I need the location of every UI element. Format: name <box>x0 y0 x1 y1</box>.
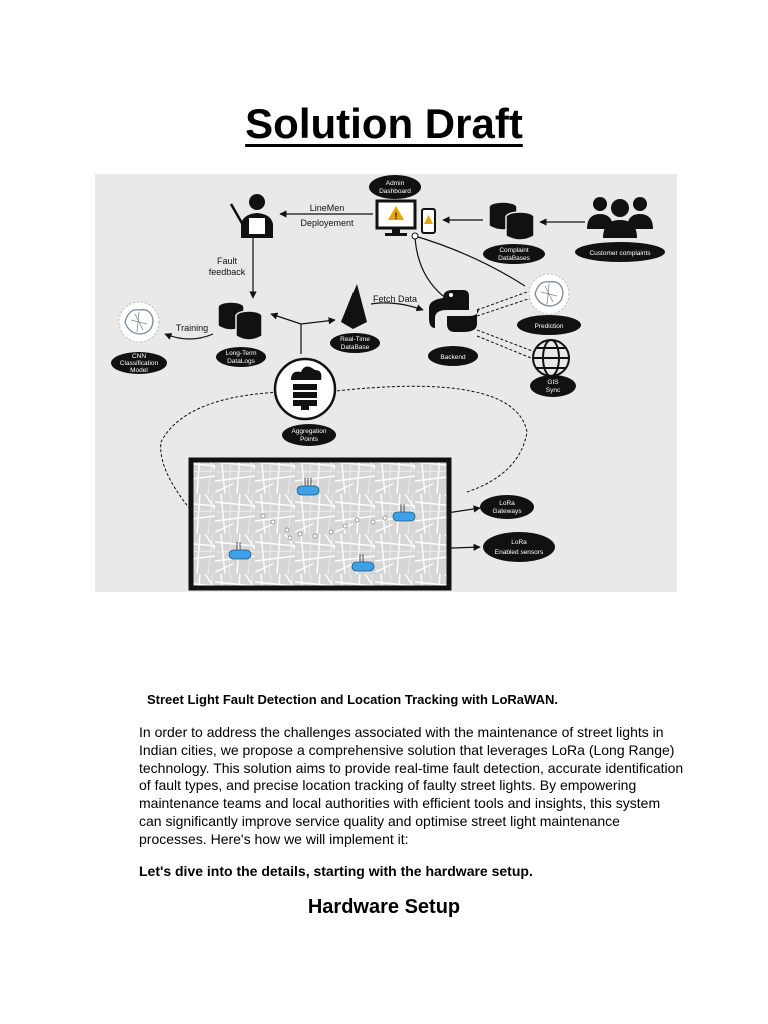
aggregation-label-2: Points <box>299 436 319 443</box>
intro-paragraph: In order to address the challenges associated with the maintenance of street lights in Indian cities, we propose a comprehensive solution that leverages LoRa (Long Range) technology. This solution aims to provide real-time fault detection, accurate identification of fault types, and precise location tracking of faulty street lights. By empowering maintenance teams and local authorities with efficient tools and insights, this system can significantly improve service quality and optimise street light maintenance processes. Here's how we will implement it: <box>139 724 684 847</box>
linemen-label-2: Deployement <box>300 218 354 228</box>
lora-gw-label-2: Gateways <box>492 508 522 515</box>
brain-icon <box>119 302 159 342</box>
firebase-icon <box>341 284 367 329</box>
cnn-label-2: Classification <box>119 360 159 367</box>
gis-label-1: GIS <box>547 379 559 386</box>
globe-icon <box>533 340 569 376</box>
lead-sentence: Let's dive into the details, starting with the hardware setup. <box>139 863 533 879</box>
lora-sensors-label-1: LoRa <box>511 539 527 546</box>
admin-label-1: Admin <box>385 180 405 187</box>
lora-gw-label-1: LoRa <box>499 500 515 507</box>
admin-label-2: Dashboard <box>379 188 411 195</box>
training-label: Training <box>175 323 209 333</box>
lineman-icon <box>231 194 273 238</box>
python-icon <box>429 290 479 332</box>
cnn-label-1: CNN <box>131 353 147 360</box>
gis-label-2: Sync <box>545 387 561 394</box>
document-subtitle: Street Light Fault Detection and Location Tracking with LoRaWAN. <box>147 692 558 707</box>
customer-label: Customer complaints <box>589 250 651 257</box>
phone-icon <box>422 209 435 233</box>
fault-label-1: Fault <box>216 256 238 266</box>
section-heading: Hardware Setup <box>307 896 461 918</box>
database-icon <box>489 202 534 240</box>
realtime-label-1: Real-Time <box>340 336 370 343</box>
customers-icon <box>587 197 653 238</box>
longterm-label-1: Long-Term <box>225 350 257 357</box>
monitor-icon <box>377 201 415 236</box>
complaint-db-label-1: Complaint <box>499 247 529 254</box>
fault-label-2: feedback <box>208 267 246 277</box>
backend-label: Backend <box>440 354 466 361</box>
city-map <box>191 460 449 588</box>
prediction-label: Prediction <box>534 323 564 330</box>
svg-text:!: ! <box>394 211 398 221</box>
database-icon <box>218 302 262 340</box>
complaint-db-label-2: DataBases <box>498 255 530 262</box>
linemen-label-1: LineMen <box>309 203 345 213</box>
fetch-data-label: Fetch Data <box>372 294 418 304</box>
realtime-label-2: DataBase <box>340 344 370 351</box>
lora-sensors-label-2: Enabled sensors <box>494 549 544 556</box>
cloud-server-icon <box>275 359 335 419</box>
longterm-label-2: DataLogs <box>227 358 255 365</box>
solution-architecture-diagram <box>95 174 677 592</box>
page-title: Solution Draft <box>245 100 523 147</box>
brain-icon <box>529 274 569 314</box>
cnn-label-3: Model <box>130 367 148 374</box>
aggregation-label-1: Aggregation <box>291 428 327 435</box>
